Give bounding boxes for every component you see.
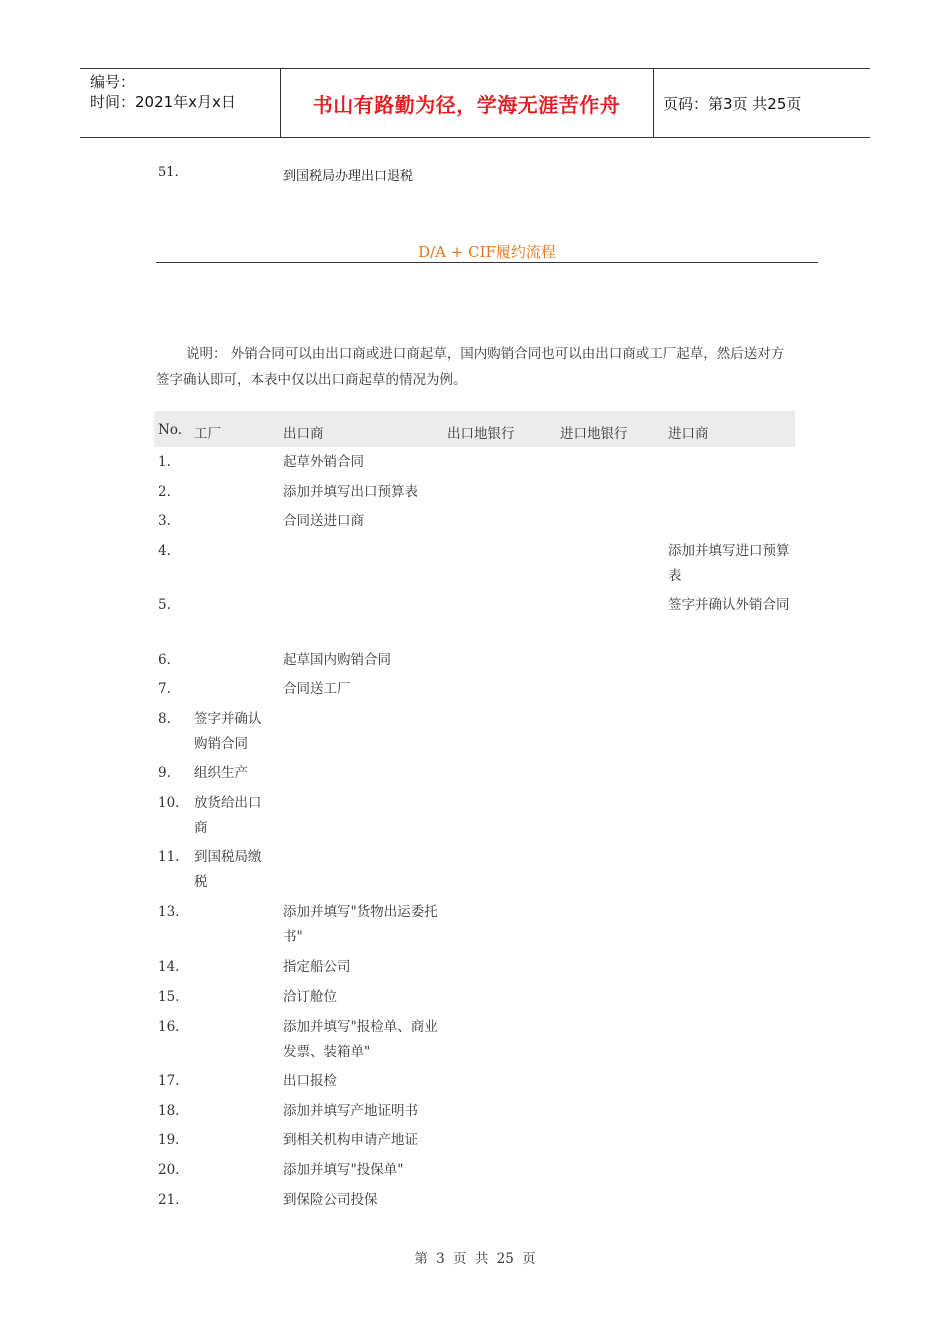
row-number: 10. [158,795,180,811]
row-number: 9. [158,765,171,781]
col-header-export-bank: 出口地银行 [447,426,515,442]
col-header-no: No. [158,422,182,438]
row-number: 19. [158,1132,180,1148]
col-header-factory: 工厂 [194,426,221,442]
cell-exporter: 到保险公司投保 [283,1192,378,1208]
cell-importer: 签字并确认外销合同 [668,597,790,613]
cell-exporter: 洽订舱位 [283,989,337,1005]
cell-exporter: 添加并填写"报检单、商业发票、装箱单" [283,1019,438,1060]
row-number: 17. [158,1073,180,1089]
cell-exporter: 合同送进口商 [283,513,364,529]
cell-factory: 放货给出口商 [194,795,262,836]
row-number: 4. [158,543,171,559]
cell-exporter: 添加并填写"投保单" [283,1162,404,1178]
row-number: 2. [158,484,171,500]
row-number: 3. [158,513,171,529]
row-number: 11. [158,849,180,865]
time-label: 时间：2021年x月x日 [90,93,236,111]
cell-exporter: 到相关机构申请产地证 [283,1132,418,1148]
col-header-import-bank: 进口地银行 [560,426,628,442]
row-number: 18. [158,1103,180,1119]
page-header [80,68,870,138]
cell-factory: 到国税局缴税 [194,849,262,890]
row-number: 7. [158,681,171,697]
cell-exporter: 起草国内购销合同 [283,652,391,668]
section-divider [156,262,818,263]
table-header [154,411,795,447]
row-number: 5. [158,597,171,613]
header-page-code: 页码：第3页 共25页 [663,94,802,113]
cell-exporter: 添加并填写产地证明书 [283,1103,418,1119]
cell-exporter: 添加并填写出口预算表 [283,484,418,500]
row-number: 13. [158,904,180,920]
section-title: D/A + CIF履约流程 [418,243,556,261]
row-number: 6. [158,652,171,668]
cell-importer: 添加并填写进口预算表 [668,543,790,584]
row-number: 14. [158,959,180,975]
cell-exporter: 起草外销合同 [283,454,364,470]
prev-item-number: 51. [158,165,179,180]
description: 说明： 外销合同可以由出口商或进口商起草，国内购销合同也可以由出口商或工厂起草，然后送对方签字确认即可，本表中仅以出口商起草的情况为例。 [156,346,785,388]
cell-exporter: 添加并填写"货物出运委托书" [283,904,438,945]
row-number: 15. [158,989,180,1005]
header-meta [80,69,281,137]
cell-factory: 组织生产 [194,765,248,781]
header-motto: 书山有路勤为径，学海无涯苦作舟 [280,69,654,137]
cell-exporter: 指定船公司 [283,959,351,975]
row-number: 16. [158,1019,180,1035]
row-number: 8. [158,711,171,727]
prev-item-text: 到国税局办理出口退税 [283,169,414,184]
row-number: 21. [158,1192,180,1208]
cell-factory: 签字并确认购销合同 [194,711,262,752]
row-number: 1. [158,454,171,470]
number-label: 编号： [90,73,136,91]
cell-exporter: 出口报检 [283,1073,337,1089]
row-number: 20. [158,1162,180,1178]
page-footer: 第 3 页 共 25 页 [414,1251,536,1267]
cell-exporter: 合同送工厂 [283,681,351,697]
col-header-importer: 进口商 [668,426,709,442]
col-header-exporter: 出口商 [283,426,324,442]
